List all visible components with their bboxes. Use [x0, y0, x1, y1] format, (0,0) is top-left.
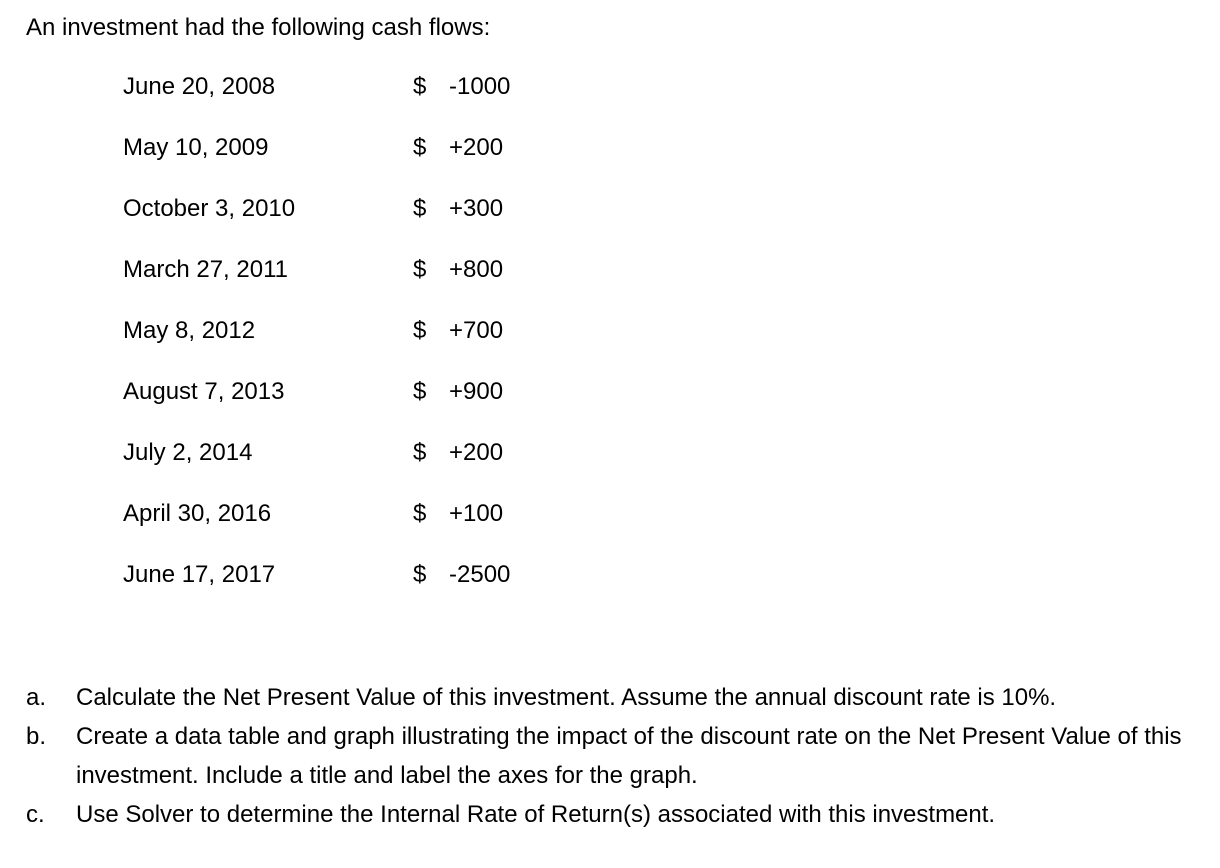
cash-flow-value: +100 — [449, 500, 504, 527]
cash-flow-value: +300 — [449, 195, 504, 222]
question-list — [26, 678, 1206, 834]
cash-flow-value: -2500 — [449, 561, 511, 588]
cash-flow-amount — [413, 436, 503, 470]
cash-flow-date: June 20, 2008 — [123, 73, 276, 100]
cash-flow-list — [123, 70, 543, 619]
cash-flow-date: July 2, 2014 — [123, 439, 253, 466]
currency-symbol: $ — [413, 500, 427, 527]
cash-flow-row — [123, 253, 543, 314]
cash-flow-value: +200 — [449, 134, 504, 161]
cash-flow-row — [123, 314, 543, 375]
question-item — [26, 795, 1206, 834]
question-item — [26, 717, 1206, 795]
problem-intro: An investment had the following cash flows: — [26, 14, 491, 41]
currency-symbol: $ — [413, 256, 427, 283]
question-marker: c. — [26, 801, 45, 828]
cash-flow-row — [123, 497, 543, 558]
cash-flow-amount — [413, 558, 510, 592]
cash-flow-date: June 17, 2017 — [123, 561, 276, 588]
cash-flow-value: +700 — [449, 317, 504, 344]
currency-symbol: $ — [413, 195, 427, 222]
question-text: Calculate the Net Present Value of this investment. Assume the annual discount rate is 10%. — [76, 684, 1057, 711]
cash-flow-row — [123, 70, 543, 131]
cash-flow-row — [123, 375, 543, 436]
cash-flow-date: October 3, 2010 — [123, 195, 296, 222]
cash-flow-amount — [413, 70, 510, 104]
cash-flow-row — [123, 192, 543, 253]
cash-flow-value: +900 — [449, 378, 504, 405]
question-text: Create a data table and graph illustrating the impact of the discount rate on the Net Present Value of this investment. Include a title and label the axes for the graph. — [76, 723, 1182, 789]
question-item — [26, 678, 1206, 717]
cash-flow-value: +800 — [449, 256, 504, 283]
currency-symbol: $ — [413, 73, 427, 100]
cash-flow-amount — [413, 253, 503, 287]
currency-symbol: $ — [413, 439, 427, 466]
cash-flow-date: August 7, 2013 — [123, 378, 285, 405]
currency-symbol: $ — [413, 134, 427, 161]
cash-flow-amount — [413, 314, 503, 348]
cash-flow-amount — [413, 192, 503, 226]
cash-flow-amount — [413, 375, 503, 409]
cash-flow-date: May 10, 2009 — [123, 134, 269, 161]
cash-flow-row — [123, 558, 543, 619]
question-marker: a. — [26, 684, 47, 711]
cash-flow-row — [123, 131, 543, 192]
cash-flow-date: May 8, 2012 — [123, 317, 256, 344]
cash-flow-date: April 30, 2016 — [123, 500, 272, 527]
currency-symbol: $ — [413, 561, 427, 588]
question-text: Use Solver to determine the Internal Rate of Return(s) associated with this investment. — [76, 801, 996, 828]
question-marker: b. — [26, 723, 47, 750]
currency-symbol: $ — [413, 317, 427, 344]
cash-flow-date: March 27, 2011 — [123, 256, 288, 283]
cash-flow-amount — [413, 131, 503, 165]
cash-flow-value: -1000 — [449, 73, 511, 100]
currency-symbol: $ — [413, 378, 427, 405]
cash-flow-amount — [413, 497, 503, 531]
cash-flow-value: +200 — [449, 439, 504, 466]
cash-flow-row — [123, 436, 543, 497]
